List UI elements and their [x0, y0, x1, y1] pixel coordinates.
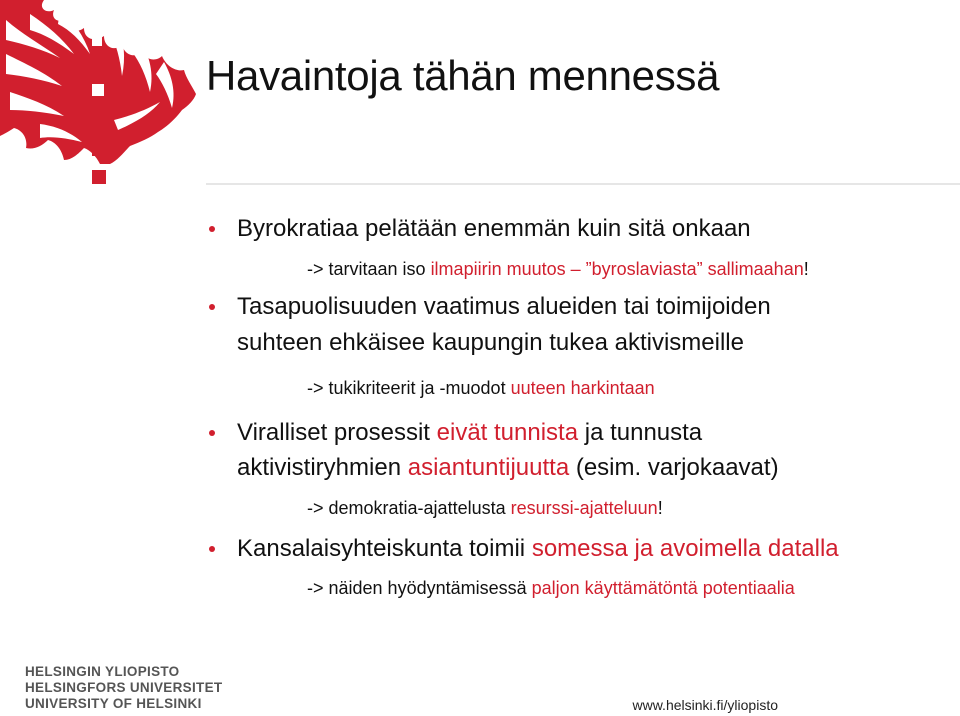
- sub-point: [307, 257, 809, 281]
- university-name-block: [25, 664, 222, 712]
- sub-point: [307, 376, 655, 400]
- sub-segment-highlight: uuteen harkintaan: [510, 378, 655, 398]
- bullet-segment: ja tunnusta: [578, 419, 703, 446]
- sub-segment-highlight: ilmapiirin muutos – ”byroslaviasta” sallimaahan: [430, 259, 804, 279]
- bullet-dot-icon: [209, 546, 215, 552]
- bullet-segment: Kansalaisyhteiskunta toimii: [237, 535, 532, 562]
- sub-segment-highlight: resurssi-ajatteluun: [510, 498, 658, 518]
- bullet-segment-highlight: somessa ja avoimella datalla: [531, 535, 839, 562]
- page-title: Havaintoja tähän mennessä: [206, 52, 720, 99]
- bullet-text: [237, 212, 751, 246]
- sub-point: [307, 496, 663, 520]
- sub-segment: !: [657, 498, 663, 518]
- bullet-dot-icon: [209, 304, 215, 310]
- bullet-dot-icon: [209, 226, 215, 232]
- sub-segment: -> tarvitaan iso: [307, 259, 431, 279]
- university-name-en: UNIVERSITY OF HELSINKI: [25, 696, 202, 711]
- bullet-segment: (esim. varjokaavat): [569, 454, 779, 481]
- bullet-segment: Byrokratiaa pelätään enemmän kuin sitä onkaan: [237, 215, 751, 242]
- bullet-text: [237, 416, 702, 450]
- bullet-dot-icon: [209, 430, 215, 436]
- bullet-segment-highlight: asiantuntijuutta: [407, 454, 570, 481]
- university-name-sv: HELSINGFORS UNIVERSITET: [25, 680, 223, 695]
- sub-segment: -> tukikriteerit ja -muodot: [307, 378, 511, 398]
- bullet-segment: Tasapuolisuuden vaatimus alueiden tai toimijoiden: [237, 293, 771, 320]
- sub-segment: -> demokratia-ajattelusta: [307, 498, 511, 518]
- sub-segment: !: [803, 259, 809, 279]
- bullet-text: [237, 532, 839, 566]
- sub-point: [307, 576, 795, 600]
- bullet-segment: suhteen ehkäisee kaupungin tukea aktivismeille: [237, 329, 744, 356]
- bullet-segment: aktivistiryhmien: [237, 454, 408, 481]
- bullet-text: [237, 451, 779, 485]
- sub-segment: -> näiden hyödyntämisessä: [307, 578, 532, 598]
- sub-segment-highlight: paljon käyttämätöntä potentiaalia: [531, 578, 795, 598]
- bullet-text: [237, 290, 771, 324]
- footer-url: www.helsinki.fi/yliopisto: [632, 697, 778, 713]
- bullet-segment-highlight: eivät tunnista: [436, 419, 579, 446]
- university-name-fi: HELSINGIN YLIOPISTO: [25, 664, 180, 679]
- bullet-text: [237, 326, 744, 360]
- bullet-segment: Viralliset prosessit: [237, 419, 437, 446]
